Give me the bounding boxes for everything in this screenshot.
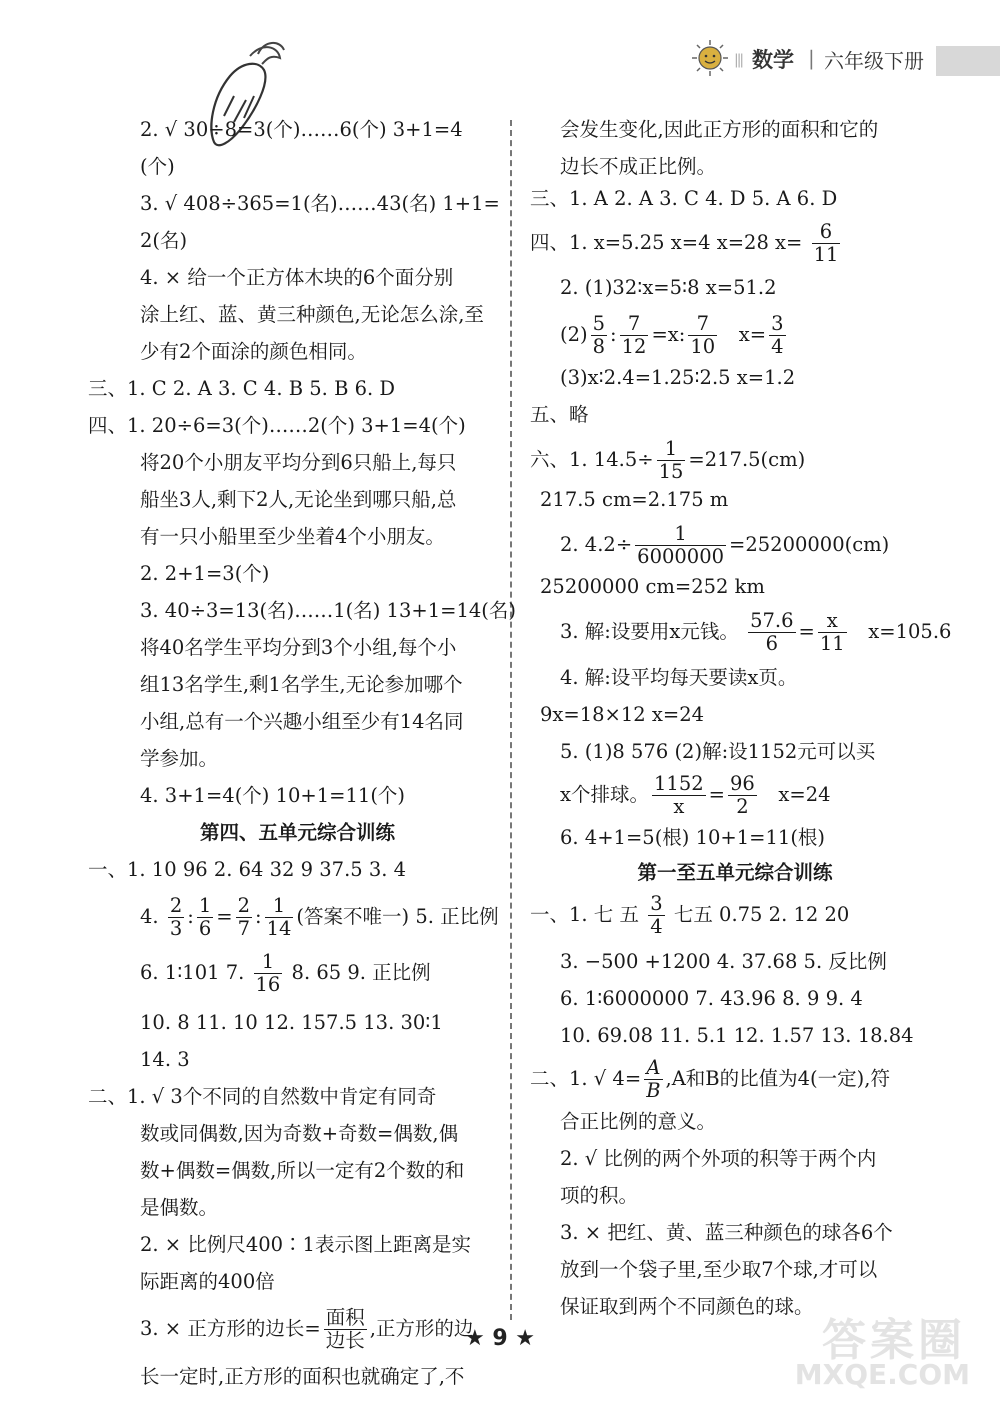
answer-text: 3. × 正方形的边长= <box>140 1317 321 1340</box>
answer-text: 四、1. x=5.25 x=4 x=28 x= <box>530 231 803 254</box>
fraction <box>254 951 283 996</box>
answer-text: 一、1. 七 五 <box>530 903 640 926</box>
answer-line: 放到一个袋子里,至少取7个球,才可以 <box>560 1258 878 1281</box>
fraction <box>265 895 294 940</box>
answer-line <box>530 890 849 940</box>
numerator: 1 <box>265 895 294 918</box>
numerator: A <box>644 1057 662 1080</box>
denominator: 2 <box>736 795 749 818</box>
answer-text: 七五 0.75 2. 12 20 <box>673 903 850 926</box>
answer-line: 6. 1∶6000000 7. 43.96 8. 9 9. 4 <box>560 987 863 1010</box>
denominator: 11 <box>813 243 839 266</box>
denominator: 12 <box>621 335 647 358</box>
fraction <box>591 313 607 358</box>
denominator: 6 <box>198 917 212 940</box>
numerator: 1 <box>198 894 212 917</box>
answer-text: 二、1. √ 4= <box>530 1067 642 1090</box>
fraction <box>197 895 213 940</box>
page-number: ★ 9 ★ <box>464 1326 536 1351</box>
grade-label: 六年级下册 <box>824 49 924 73</box>
answer-line <box>140 948 431 998</box>
answer-text: x=105.6 <box>868 620 952 643</box>
answer-line: 2. × 比例尺400∶1表示图上距离是实 <box>140 1233 471 1256</box>
answer-text: 六、1. 14.5÷ <box>530 448 654 471</box>
answer-line: (3)x∶2.4=1.25∶2.5 x=1.2 <box>560 366 796 389</box>
denominator: B <box>646 1079 661 1102</box>
equals: = <box>708 783 725 806</box>
answer-text: x=24 <box>778 783 831 806</box>
header-decor: ||| <box>734 52 743 68</box>
fraction <box>644 1057 662 1102</box>
answer-line: 二、1. √ 3个不同的自然数中肯定有同奇 <box>88 1085 437 1108</box>
answer-line <box>560 310 789 360</box>
header-bar <box>936 46 1000 76</box>
answer-line: 3. −500 +1200 4. 37.68 5. 反比例 <box>560 950 887 973</box>
answer-line <box>530 435 805 485</box>
answer-text: 8. 65 9. 正比例 <box>291 961 431 984</box>
answer-line: 将40名学生平均分到3个小组,每个小 <box>140 636 457 659</box>
denominator: 4 <box>650 915 663 938</box>
numerator: 3 <box>771 312 784 335</box>
denominator: 6000000 <box>637 545 725 568</box>
denominator: 8 <box>592 335 606 358</box>
answer-line: 3. √ 408÷365=1(名)……43(名) 1+1= <box>140 192 500 215</box>
answer-line: 项的积。 <box>560 1184 639 1207</box>
answer-text: ,正方形的边 <box>369 1317 474 1340</box>
section-title: 第四、五单元综合训练 <box>199 821 395 844</box>
numerator: 1 <box>254 951 283 974</box>
answer-line: 会发生变化,因此正方形的面积和它的 <box>560 118 879 141</box>
numerator: 1 <box>635 523 726 546</box>
denominator: 10 <box>690 335 716 358</box>
watermark-logo <box>790 1300 980 1400</box>
answer-line: 3. 40÷3=13(名)……1(名) 13+1=14(名) <box>140 599 516 622</box>
answer-text: ,A和B的比值为4(一定),符 <box>665 1067 890 1090</box>
answer-text: (2) <box>560 323 588 346</box>
answer-text: 4. <box>140 905 159 928</box>
numerator: x <box>818 610 847 633</box>
fraction <box>769 313 785 358</box>
numerator: 6 <box>812 221 841 244</box>
sun-icon <box>690 38 730 78</box>
answer-line: 涂上红、蓝、黄三种颜色,无论怎么涂,至 <box>140 303 484 326</box>
answer-line: 合正比例的意义。 <box>560 1110 717 1133</box>
answer-line: (个) <box>140 155 175 178</box>
equals: = <box>216 905 233 928</box>
answer-line: 将20个小朋友平均分到6只船上,每只 <box>140 451 457 474</box>
denominator: 16 <box>255 973 281 996</box>
numerator: 面积 <box>325 1306 365 1329</box>
answer-line: 学参加。 <box>140 747 219 770</box>
numerator: 2 <box>237 894 250 917</box>
answer-line: 保证取到两个不同颜色的球。 <box>560 1295 814 1318</box>
fraction <box>688 313 717 358</box>
denominator: 3 <box>169 917 183 940</box>
watermark-text: 答案圈 <box>822 1315 966 1366</box>
numerator: 3 <box>650 892 663 915</box>
answer-line: 10. 69.08 11. 5.1 12. 1.57 13. 18.84 <box>560 1024 914 1047</box>
answer-line: 25200000 cm=252 km <box>540 575 765 598</box>
answer-line: 2. √ 比例的两个外项的积等于两个内 <box>560 1147 877 1170</box>
answer-line <box>560 770 831 820</box>
answer-line: 217.5 cm=2.175 m <box>540 488 729 511</box>
fraction <box>657 438 686 483</box>
answer-line <box>140 892 499 942</box>
answer-line: 际距离的400倍 <box>140 1270 275 1293</box>
fraction <box>812 221 841 266</box>
answer-text: =217.5(cm) <box>688 448 806 471</box>
answer-line: 5. (1)8 576 (2)解:设1152元可以买 <box>560 740 876 763</box>
answer-text: 2. 4.2÷ <box>560 533 633 556</box>
answer-line: 4. 3+1=4(个) 10+1=11(个) <box>140 784 406 807</box>
answer-line: 船坐3人,剩下2人,无论坐到哪只船,总 <box>140 488 457 511</box>
answer-line: 14. 3 <box>140 1048 190 1071</box>
fraction <box>748 610 795 655</box>
fraction <box>635 523 726 568</box>
fraction <box>818 610 847 655</box>
colon: : <box>187 905 194 928</box>
fraction <box>168 895 184 940</box>
colon: : <box>610 323 617 346</box>
denominator: 14 <box>266 917 292 940</box>
answer-line <box>530 1054 890 1104</box>
denominator: 4 <box>771 335 784 358</box>
answer-line: 边长不成正比例。 <box>560 155 717 178</box>
denominator: x <box>673 795 685 818</box>
numerator: 7 <box>620 313 649 336</box>
answer-line: 2. √ 30÷8=3(个)……6(个) 3+1=4 <box>140 118 463 141</box>
equals: =x: <box>651 323 686 346</box>
answer-text: x个排球。 <box>560 783 649 806</box>
numerator: 2 <box>169 894 183 917</box>
answer-line: 有一只小船里至少坐着4个小朋友。 <box>140 525 445 548</box>
fraction <box>652 773 706 818</box>
column-divider <box>510 120 512 1320</box>
answer-line: 是偶数。 <box>140 1196 219 1219</box>
numerator: 7 <box>688 313 717 336</box>
denominator: 6 <box>765 632 778 655</box>
answer-line: 组13名学生,剩1名学生,无论参加哪个 <box>140 673 463 696</box>
answer-line <box>560 520 889 570</box>
denominator: 11 <box>819 632 845 655</box>
answer-line: 数+偶数=偶数,所以一定有2个数的和 <box>140 1159 465 1182</box>
fraction <box>236 895 252 940</box>
answer-line: 小组,总有一个兴趣小组至少有14名同 <box>140 710 464 733</box>
watermark-url: MXQE.COM <box>794 1358 970 1391</box>
answer-text: x= <box>738 323 767 346</box>
numerator: 57.6 <box>750 609 794 632</box>
numerator: 5 <box>592 312 606 335</box>
answer-line: 3. × 把红、黄、蓝三种颜色的球各6个 <box>560 1221 893 1244</box>
denominator: 7 <box>237 917 250 940</box>
answer-line: 数或同偶数,因为奇数+奇数=偶数,偶 <box>140 1122 459 1145</box>
answer-line: 10. 8 11. 10 12. 157.5 13. 30∶1 <box>140 1011 443 1034</box>
numerator: 1152 <box>654 772 704 795</box>
answer-line <box>560 607 951 657</box>
answer-line: 三、1. C 2. A 3. C 4. B 5. B 6. D <box>88 377 396 400</box>
page-header <box>690 38 1000 84</box>
answer-line: 4. 解:设平均每天要读x页。 <box>560 666 798 689</box>
numerator: 96 <box>729 772 755 795</box>
answer-text: =25200000(cm) <box>729 533 890 556</box>
answer-line: 四、1. 20÷6=3(个)……2(个) 3+1=4(个) <box>88 414 466 437</box>
subject-label: 数学 <box>752 48 794 72</box>
colon: : <box>255 905 262 928</box>
answer-line <box>530 218 843 268</box>
header-separator: | <box>808 46 815 70</box>
answer-line: 五、略 <box>530 403 589 426</box>
answer-line: 三、1. A 2. A 3. C 4. D 5. A 6. D <box>530 187 838 210</box>
section-title: 第一至五单元综合训练 <box>637 861 833 884</box>
numerator: 1 <box>657 438 686 461</box>
answer-line: 2(名) <box>140 229 188 252</box>
answer-text: 3. 解:设要用x元钱。 <box>560 620 739 643</box>
equals: = <box>798 620 815 643</box>
answer-line: 9x=18×12 x=24 <box>540 703 705 726</box>
answer-text: (答案不唯一) 5. 正比例 <box>296 905 499 928</box>
fraction <box>620 313 649 358</box>
answer-text: 6. 1∶101 7. <box>140 961 245 984</box>
answer-line: 2. 2+1=3(个) <box>140 562 270 585</box>
answer-line: 4. × 给一个正方体木块的6个面分别 <box>140 266 454 289</box>
answer-line: 少有2个面涂的颜色相同。 <box>140 340 367 363</box>
answer-line: 6. 4+1=5(根) 10+1=11(根) <box>560 826 826 849</box>
answer-line: 一、1. 10 96 2. 64 32 9 37.5 3. 4 <box>88 858 407 881</box>
fraction <box>728 773 757 818</box>
denominator: 边长 <box>325 1329 365 1352</box>
answer-line: 2. (1)32∶x=5∶8 x=51.2 <box>560 276 777 299</box>
fraction <box>648 893 664 938</box>
answer-line: 长一定时,正方形的面积也就确定了,不 <box>140 1365 465 1388</box>
denominator: 15 <box>658 460 684 483</box>
